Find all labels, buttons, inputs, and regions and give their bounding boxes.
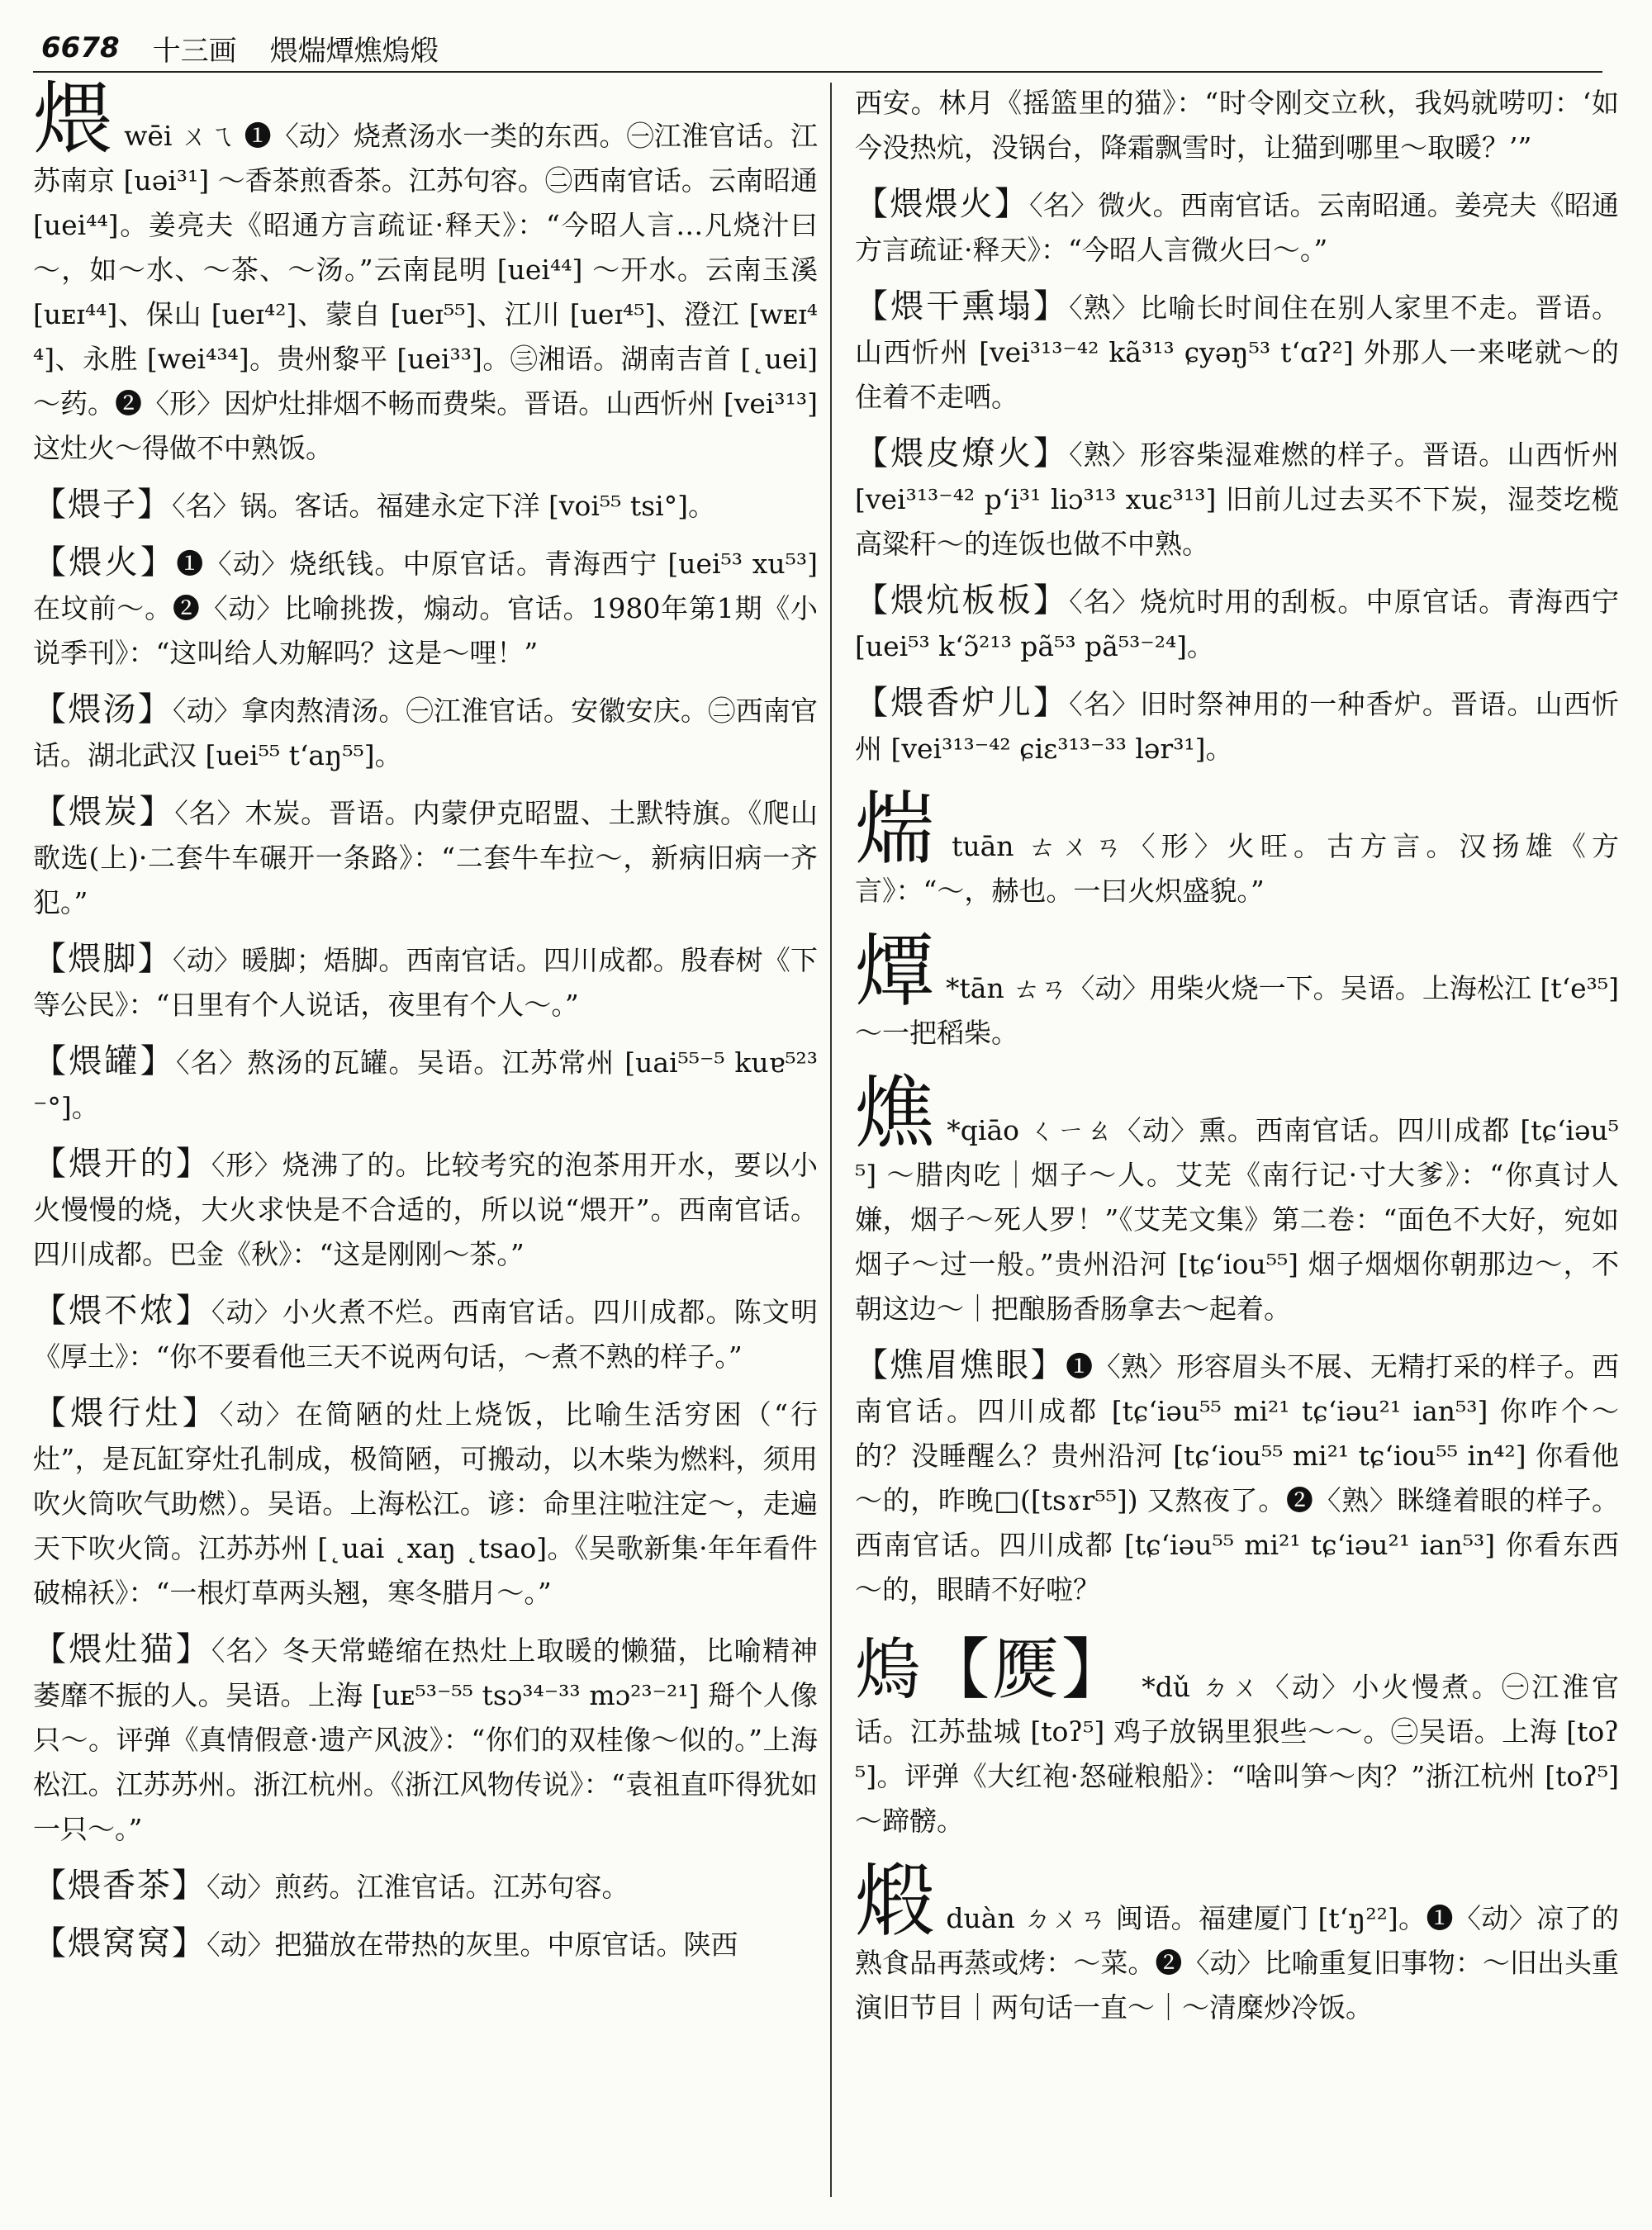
dictionary-entry <box>855 182 1619 273</box>
left-column <box>33 79 818 2222</box>
entry-text: 〈动〉拿肉熬清汤。㊀江淮官话。安徽安庆。㊁西南官话。湖北武汉 [uei⁵⁵ t‘aŋ⁵⁵]。 <box>33 695 818 771</box>
entry-headword: 燋 <box>855 1067 936 1160</box>
stroke-section: 十三画 <box>152 34 237 68</box>
entry-headword: 【煨香炉儿】 <box>855 684 1070 722</box>
entry-headword: 【煨窝窝】 <box>33 1924 206 1962</box>
dictionary-entry <box>33 937 818 1027</box>
entry-text: duàn ㄉㄨㄢ 闽语。福建厦门 [t‘ŋ²²]。❶〈动〉凉了的熟食品再蒸或烤：～菜。❷〈动〉比喻重复旧事物：～旧出头重演旧节目｜两句话一直～｜～清糜炒冷饭。 <box>855 1902 1619 2024</box>
entry-headword: 燂 <box>855 925 935 1018</box>
dictionary-entry <box>33 790 818 925</box>
entry-text: tuān ㄊㄨㄢ〈形〉火旺。古方言。汉扬雄《方言》：“～，赫也。一曰火炽盛貌。” <box>855 830 1619 907</box>
page-number: 6678 <box>41 31 120 64</box>
entry-text: *tān ㄊㄢ〈动〉用柴火烧一下。吴语。上海松江 [t‘e³⁵] ～一把稻柴。 <box>855 972 1619 1049</box>
entry-text: 〈名〉烧炕时用的刮板。中原官话。青海西宁 [uei⁵³ k‘ɔ̃²¹³ pã⁵³ pã⁵³⁻²⁴]。 <box>855 586 1619 662</box>
entry-text: 〈动〉在简陋的灶上烧饭，比喻生活穷困（“行灶”，是瓦缸穿灶孔制成，极简陋，可搬动，以木柴为燃料，须用吹火筒吹气助燃）。吴语。上海松江。谚：命里注啦注定～，走遍天下吹火筒。江苏苏州 [˛uai ˛xaŋ ˛tsao]。《吴歌新集·年年看件破棉袄》：“一根灯草两头翘，寒冬腊月～。” <box>33 1398 818 1609</box>
dictionary-entry <box>855 1067 1619 1331</box>
entry-text: 〈动〉煎药。江淮官话。江苏句容。 <box>206 1871 629 1903</box>
entry-headword: 【煨火】 <box>33 543 177 581</box>
entry-headword: 【燋眉燋眼】 <box>855 1346 1066 1384</box>
entry-headword: 【煨行灶】 <box>33 1394 220 1432</box>
dictionary-entry <box>855 1855 1619 2030</box>
entry-headword: 【煨脚】 <box>33 940 173 978</box>
entry-headword: 【煨煨火】 <box>855 185 1030 223</box>
entry-text: ❶〈熟〉形容眉头不展、无精打采的样子。西南官话。四川成都 [tɕ‘iəu⁵⁵ mi²¹ tɕ‘iəu²¹ ian⁵³] 你咋个～的？没睡醒么？贵州沿河 [tɕ‘iou⁵⁵ mi²¹ tɕ‘iou⁵⁵ in⁴²] 你看他～的，昨晚□([tsɤr⁵⁵]) 又熬夜了。❷〈熟〉眯缝着眼的样子。西南官话。四川成都 [tɕ‘iəu⁵⁵ mi²¹ tɕ‘iəu²¹ ian⁵³] 你看东西～的，眼睛不好啦？ <box>855 1350 1619 1606</box>
entry-headword: 煅 <box>855 1855 935 1948</box>
dictionary-entry <box>855 783 1619 913</box>
entry-text: 〈动〉小火煮不烂。西南官话。四川成都。陈文明《厚土》：“你不要看他三天不说两句话，～煮不熟的样子。” <box>33 1296 818 1373</box>
dictionary-entry <box>33 1039 818 1130</box>
dictionary-entry <box>33 1288 818 1379</box>
dictionary-entry <box>33 1921 818 1967</box>
entry-text: ❶〈动〉烧纸钱。中原官话。青海西宁 [uei⁵³ xu⁵³] 在坟前～。❷〈动〉比喻挑拨，煽动。官话。1980年第1期《小说季刊》：“这叫给人劝解吗？这是～哩！” <box>33 548 818 669</box>
entry-text: 西安。林月《摇篮里的猫》：“时令刚交立秋，我妈就唠叨：‘如今没热炕，没锅台，降霜飘雪时，让猫到哪里～取暖？’” <box>855 87 1619 164</box>
entry-headword: 煓 <box>855 783 941 875</box>
dictionary-entry <box>33 687 818 778</box>
entry-headword: 【煨灶猫】 <box>33 1630 211 1668</box>
entry-headword: 煨 <box>33 79 113 165</box>
dictionary-entry <box>855 79 1619 170</box>
dictionary-entry <box>33 1391 818 1616</box>
header-keywords: 煨煓燂燋熓煅 <box>269 34 439 68</box>
right-column <box>855 79 1619 2222</box>
entry-headword: 【煨皮燎火】 <box>855 434 1070 472</box>
entry-headword: 【煨汤】 <box>33 690 173 728</box>
entry-headword: 【煨香茶】 <box>33 1867 206 1905</box>
entry-headword: 【煨罐】 <box>33 1042 176 1080</box>
entry-headword: 熓【㷳】 <box>855 1631 1131 1708</box>
entry-text: 〈动〉暖脚；焐脚。西南官话。四川成都。殷春树《下等公民》：“日里有个人说话，夜里有个人～。” <box>33 944 818 1021</box>
entry-text: 〈名〉锅。客话。福建永定下洋 [voi⁵⁵ tsi°]。 <box>172 490 716 522</box>
dictionary-entry <box>855 284 1619 420</box>
dictionary-entry <box>33 482 818 529</box>
entry-text: 〈动〉把猫放在带热的灰里。中原官话。陕西 <box>206 1929 738 1961</box>
dictionary-entry <box>855 1343 1619 1612</box>
entry-headword: 【煨炕板板】 <box>855 581 1070 619</box>
entry-text: 〈名〉熬汤的瓦罐。吴语。江苏常州 [uai⁵⁵⁻⁵ kuɐ⁵²³⁻°]。 <box>33 1046 818 1123</box>
dictionary-entry <box>33 1627 818 1852</box>
dictionary-entry <box>855 431 1619 567</box>
entry-headword: 【煨干熏塌】 <box>855 287 1070 325</box>
entry-text: 〈名〉微火。西南官话。云南昭通。姜亮夫《昭通方言疏证·释天》：“今昭人言微火曰～。” <box>855 189 1619 266</box>
dictionary-entry <box>855 578 1619 669</box>
page-header <box>41 23 439 73</box>
dictionary-entry <box>855 925 1619 1056</box>
dictionary-entry <box>855 681 1619 771</box>
entry-text: 〈名〉旧时祭神用的一种香炉。晋语。山西忻州 [vei³¹³⁻⁴² ɕiɛ³¹³⁻³³ lər³¹]。 <box>855 688 1619 765</box>
dictionary-entry <box>33 540 818 676</box>
entry-text: *dǔ ㄉㄨ〈动〉小火慢煮。㊀江淮官话。江苏盐城 [toʔ⁵] 鸡子放锅里狠些～～。㊁吴语。上海 [toʔ⁵]。评弹《大红袍·怒碰粮船》：“啥叫笋～肉？”浙江杭州 [toʔ⁵] ～蹄髈。 <box>855 1671 1619 1837</box>
entry-text: wēi ㄨㄟ ❶〈动〉烧煮汤水一类的东西。㊀江淮官话。江苏南京 [uəi³¹] ～香茶煎香茶。江苏句容。㊁西南官话。云南昭通 [uei⁴⁴]。姜亮夫《昭通方言疏证·释天》：“今昭人言…凡烧汁曰～，如～水、～茶、～汤。”云南昆明 [uei⁴⁴] ～开水。云南玉溪 [uᴇɪ⁴⁴]、保山 [ueɪ⁴²]、蒙自 [ueɪ⁵⁵]、江川 [ueɪ⁴⁵]、澄江 [wᴇɪ⁴⁴]、永胜 [wei⁴³⁴]。贵州黎平 [uei³³]。㊂湘语。湖南吉首 [˛uei] ～药。❷〈形〉因炉灶排烟不畅而费柴。晋语。山西忻州 [vei³¹³] 这灶火～得做不中熟饭。 <box>33 120 818 464</box>
entry-text: 〈熟〉比喻长时间住在别人家里不走。晋语。山西忻州 [vei³¹³⁻⁴² kã³¹³ ɕyəŋ⁵³ t‘ɑʔ²] 外那人一来咾就～的住着不走哂。 <box>855 292 1619 413</box>
entry-text: 〈形〉烧沸了的。比较考究的泡茶用开水，要以小火慢慢的烧，大火求快是不合适的，所以说“煨开”。西南官话。四川成都。巴金《秋》：“这是刚刚～茶。” <box>33 1149 818 1270</box>
dictionary-entry <box>855 1630 1619 1843</box>
dictionary-entry <box>33 1863 818 1910</box>
entry-text: 〈名〉冬天常蜷缩在热灶上取暖的懒猫，比喻精神萎靡不振的人。吴语。上海 [uᴇ⁵³⁻⁵⁵ tsɔ³⁴⁻³³ mɔ²³⁻²¹] 搿个人像只～。评弹《真情假意·遗产风波》：“你们的双桂像～似的。”上海松江。江苏苏州。浙江杭州。《浙江风物传说》：“袁祖直吓得犹如一只～。” <box>33 1635 818 1845</box>
entry-text: 〈熟〉形容柴湿难燃的样子。晋语。山西忻州 [vei³¹³⁻⁴² p‘i³¹ liɔ³¹³ xuɛ³¹³] 旧前儿过去买不下炭，湿茭圪榄高粱秆～的连饭也做不中熟。 <box>855 439 1619 560</box>
dictionary-entry <box>33 1141 818 1277</box>
dictionary-entry <box>33 79 818 471</box>
entry-text: *qiāo ㄑㄧㄠ〈动〉熏。西南官话。四川成都 [tɕ‘iəu⁵⁵] ～腊肉吃｜烟子～人。艾芜《南行记·寸大爹》：“你真讨人嫌，烟子～死人罗！”《艾芜文集》第二卷：“面色不大好，宛如烟子～过一般。”贵州沿河 [tɕ‘iou⁵⁵] 烟子烟烟你朝那边～，不朝这边～｜把酿肠香肠拿去～起着。 <box>855 1114 1619 1325</box>
entry-headword: 【煨子】 <box>33 486 172 524</box>
column-divider <box>830 83 832 2197</box>
entry-headword: 【煨开的】 <box>33 1145 211 1183</box>
header-rule <box>33 71 1602 73</box>
entry-headword: 【煨不㶶】 <box>33 1292 211 1330</box>
entry-headword: 【煨炭】 <box>33 793 175 831</box>
entry-text: 〈名〉木炭。晋语。内蒙伊克昭盟、土默特旗。《爬山歌选(上)·二套牛车碾开一条路》：“二套牛车拉～，新病旧病一齐犯。” <box>33 797 818 918</box>
